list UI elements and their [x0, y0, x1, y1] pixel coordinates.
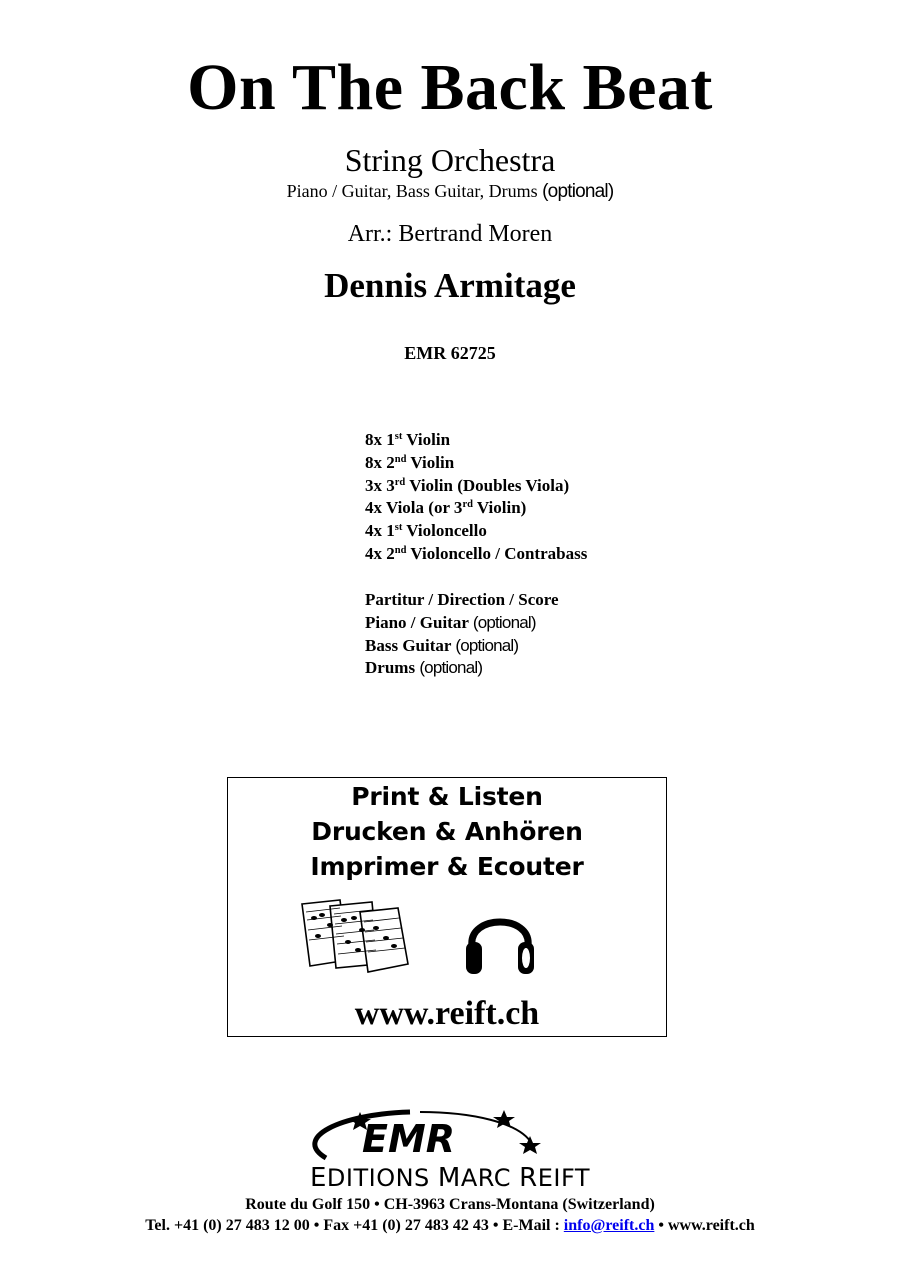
- part-item: 8x 2nd Violin: [365, 452, 455, 472]
- part-item: 4x 1st Violoncello: [365, 521, 487, 541]
- score-item: Partitur / Direction / Score: [365, 590, 559, 609]
- score-list: [365, 589, 559, 680]
- ensemble: String Orchestra: [344, 142, 556, 178]
- part-item: 3x 3rd Violin (Doubles Viola): [365, 475, 570, 495]
- catalog-number: EMR 62725: [404, 343, 496, 363]
- optional-instruments-text: Piano / Guitar, Bass Guitar, Drums: [286, 181, 538, 201]
- promo-line-de: Drucken & Anhören: [311, 817, 583, 846]
- title: On The Back Beat: [187, 51, 713, 124]
- promo-line-en: Print & Listen: [351, 782, 543, 811]
- publisher-name: EDITIONS MARC REIFT: [309, 1163, 591, 1193]
- emr-logo: [300, 1108, 550, 1163]
- arranger: Arr.: Bertrand Moren: [347, 221, 553, 247]
- part-item: 4x Viola (or 3rd Violin): [365, 498, 527, 518]
- promo-line-fr: Imprimer & Ecouter: [310, 852, 584, 881]
- score-item: Piano / Guitar (optional): [365, 612, 536, 632]
- part-item: 4x 2nd Violoncello / Contrabass: [365, 543, 588, 563]
- publisher-contact: Tel. +41 (0) 27 483 12 00 • Fax +41 (0) 27 483 42 43 • E-Mail : info@reift.ch • www.reift.ch: [145, 1217, 755, 1234]
- part-item: 8x 1st Violin: [365, 430, 451, 449]
- promo-website: www.reift.ch: [354, 995, 540, 1032]
- optional-instruments: [0, 181, 900, 203]
- parts-list: [365, 429, 587, 566]
- composer: Dennis Armitage: [324, 266, 576, 305]
- score-item: Bass Guitar (optional): [365, 635, 519, 655]
- email-link[interactable]: info@reift.ch: [563, 1217, 655, 1234]
- headphones-icon: [464, 900, 536, 978]
- emr-logo-text: EMR: [362, 1117, 456, 1161]
- score-item: Drums (optional): [365, 658, 483, 678]
- publisher-address: Route du Golf 150 • CH-3963 Crans-Montana (Switzerland): [245, 1196, 655, 1213]
- print-listen-box: [227, 777, 667, 1037]
- sheet-music-icon: [300, 898, 412, 974]
- optional-tag: (optional): [542, 181, 614, 202]
